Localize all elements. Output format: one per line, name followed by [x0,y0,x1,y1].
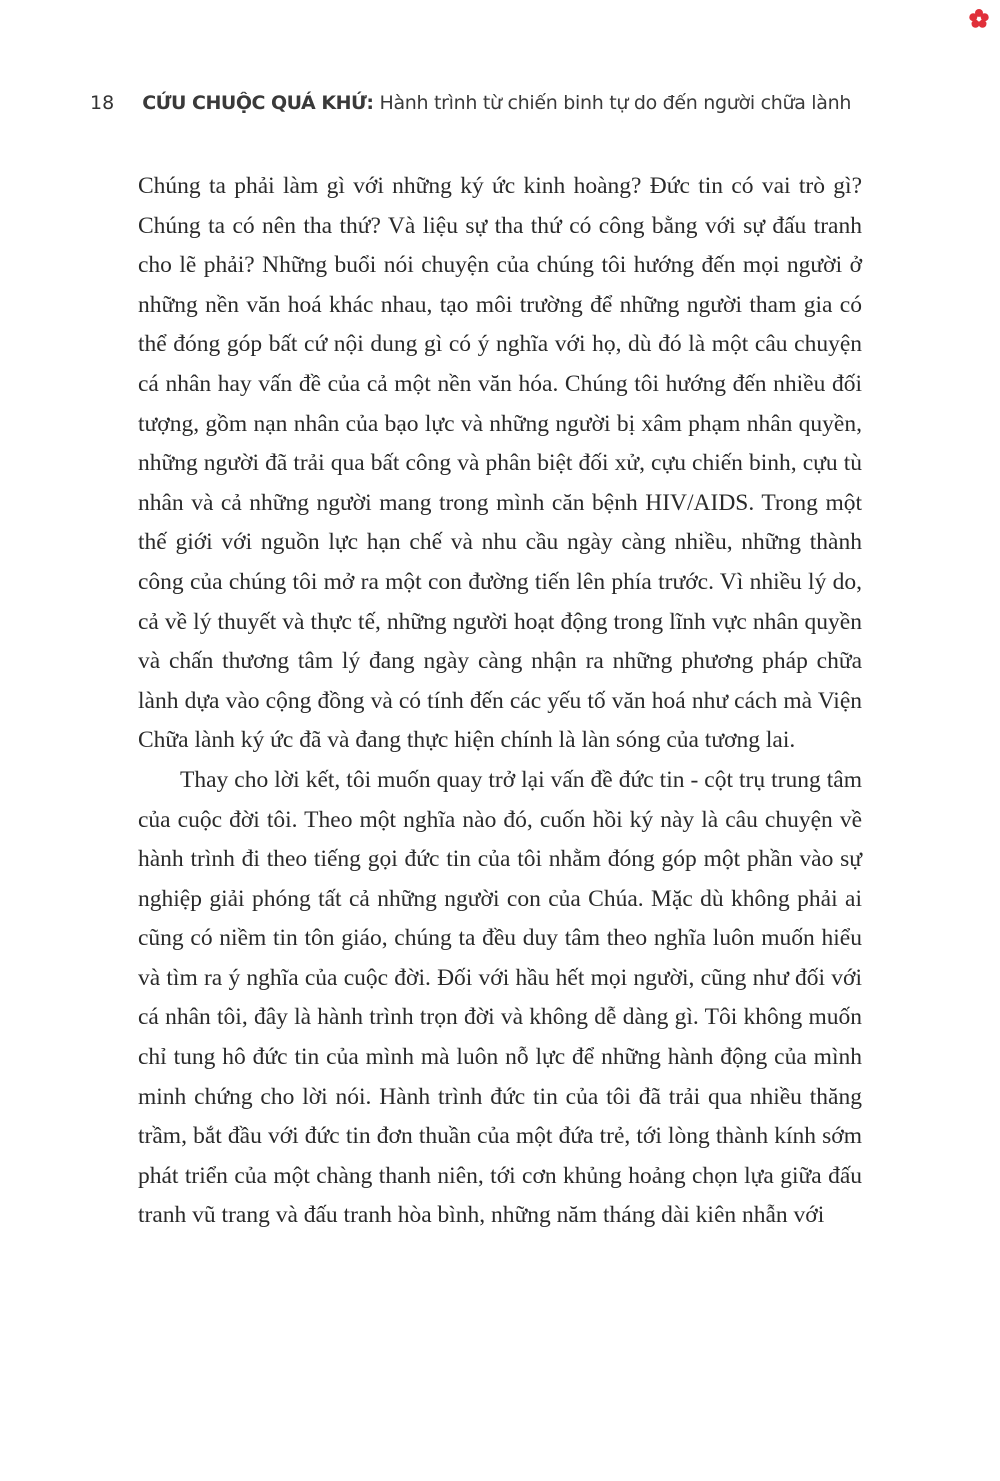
flower-icon [968,8,990,30]
body-text [138,167,862,1236]
book-title: CỨU CHUỘC QUÁ KHỨ: [142,92,374,114]
page-number: 18 [90,92,115,114]
paragraph-2: Thay cho lời kết, tôi muốn quay trở lại vấn đề đức tin - cột trụ trung tâm của cuộc đời tôi. Theo một nghĩa nào đó, cuốn hồi ký này là câu chuyện về hành trình đi theo tiếng gọi đức tin của tôi nhằm đóng góp một phần vào sự nghiệp giải phóng tất cả những người con của Chúa. Mặc dù không phải ai cũng có niềm tin tôn giáo, chúng ta đều duy tâm theo nghĩa luôn muốn hiểu và tìm ra ý nghĩa của cuộc đời. Đối với hầu hết mọi người, cũng như đối với cá nhân tôi, đây là hành trình trọn đời và không dễ dàng gì. Tôi không muốn chỉ tung hô đức tin của mình mà luôn nỗ lực để những hành động của mình minh chứng cho lời nói. Hành trình đức tin của tôi đã trải qua nhiều thăng trầm, bắt đầu với đức tin đơn thuần của một đứa trẻ, tới lòng thành kính sớm phát triển của một chàng thanh niên, tới cơn khủng hoảng chọn lựa giữa đấu tranh vũ trang và đấu tranh hòa bình, những năm tháng dài kiên nhẫn với [138,766,862,1229]
running-header [90,92,940,122]
book-subtitle: Hành trình từ chiến binh tự do đến người chữa lành [379,92,852,114]
paragraph-1: Chúng ta phải làm gì với những ký ức kinh hoàng? Đức tin có vai trò gì? Chúng ta có nên tha thứ? Và liệu sự tha thứ có công bằng với sự đấu tranh cho lẽ phải? Những buổi nói chuyện của chúng tôi hướng đến mọi người ở những nền văn hoá khác nhau, tạo môi trường để những người tham gia có thể đóng góp bất cứ nội dung gì có ý nghĩa với họ, dù đó là một câu chuyện cá nhân hay vấn đề của cả một nền văn hóa. Chúng tôi hướng đến nhiều đối tượng, gồm nạn nhân của bạo lực và những người bị xâm phạm nhân quyền, những người đã trải qua bất công và phân biệt đối xử, cựu chiến binh, cựu tù nhân và cả những người mang trong mình căn bệnh HIV/AIDS. Trong một thế giới với nguồn lực hạn chế và nhu cầu ngày càng nhiều, những thành công của chúng tôi mở ra một con đường tiến lên phía trước. Vì nhiều lý do, cả về lý thuyết và thực tế, những người hoạt động trong lĩnh vực nhân quyền và chấn thương tâm lý đang ngày càng nhận ra những phương pháp chữa lành dựa vào cộng đồng và có tính đến các yếu tố văn hoá như cách mà Viện Chữa lành ký ức đã và đang thực hiện chính là làn sóng của tương lai. [138,173,862,754]
